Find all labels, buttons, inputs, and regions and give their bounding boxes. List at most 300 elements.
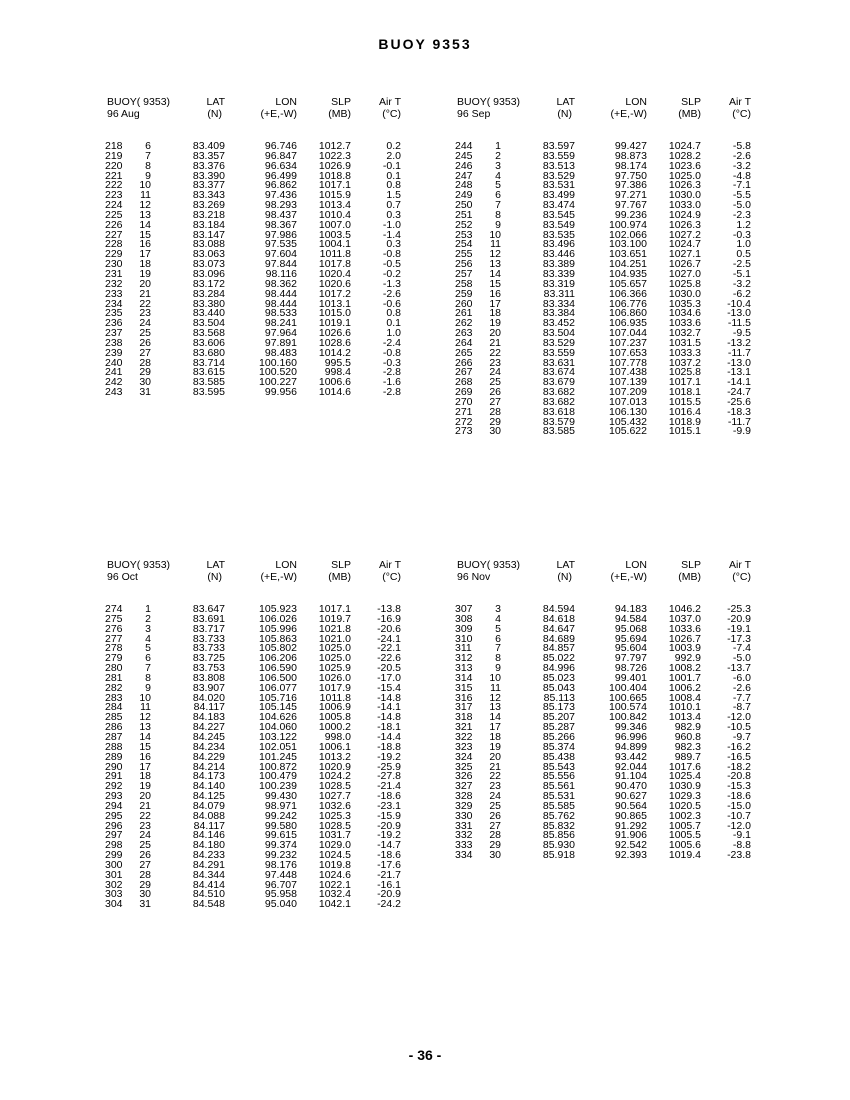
air-temp-value: 0.8 — [386, 179, 401, 192]
slp-value: 1001.7 — [668, 671, 701, 684]
air-temp-value: 0.3 — [386, 238, 401, 251]
lon-value: 99.374 — [264, 839, 297, 852]
day-of-month: 27 — [489, 395, 501, 408]
day-of-year: 297 — [105, 829, 123, 842]
lon-value: 90.564 — [614, 799, 647, 812]
slp-value: 960.8 — [674, 730, 701, 743]
lon-value: 106.130 — [609, 405, 647, 418]
lat-value: 83.615 — [192, 366, 225, 379]
day-of-year: 330 — [455, 809, 473, 822]
slp-value: 1026.3 — [668, 218, 701, 231]
air-temp-value: -5.1 — [732, 267, 751, 280]
day-of-month: 12 — [139, 711, 151, 724]
lon-value: 102.066 — [609, 228, 647, 241]
slp-value: 1025.8 — [668, 277, 701, 290]
day-of-month: 12 — [489, 691, 501, 704]
lat-value: 85.113 — [543, 691, 575, 704]
day-of-month: 20 — [139, 277, 151, 290]
lat-value: 83.452 — [542, 317, 575, 330]
lon-value: 106.935 — [609, 317, 647, 330]
buoy-label: BUOY( 9353) — [107, 96, 171, 108]
lon-value: 99.232 — [264, 849, 297, 862]
table-row — [95, 654, 405, 664]
day-of-month: 24 — [489, 790, 501, 803]
lat-value: 83.808 — [192, 671, 225, 684]
lon-value: 104.935 — [609, 267, 647, 280]
slp-value: 1003.5 — [318, 228, 351, 241]
lon-value: 98.367 — [264, 218, 297, 231]
lon-value: 98.362 — [264, 277, 297, 290]
table-row — [95, 612, 405, 625]
day-of-year: 278 — [105, 642, 123, 655]
lat-value: 83.343 — [192, 189, 225, 202]
slp-unit: (MB) — [328, 108, 351, 120]
lon-value: 96.847 — [264, 149, 297, 162]
slp-value: 1005.8 — [318, 711, 351, 724]
day-of-month: 2 — [145, 612, 151, 625]
day-of-year: 312 — [455, 652, 473, 665]
lon-value: 107.653 — [609, 346, 647, 359]
lon-value: 98.241 — [264, 317, 297, 330]
lat-value: 84.183 — [192, 711, 225, 724]
slp-value: 1025.3 — [318, 809, 351, 822]
lon-value: 100.574 — [609, 701, 647, 714]
slp-value: 1031.5 — [668, 336, 701, 349]
day-of-year: 286 — [105, 721, 123, 734]
slp-value: 1014.2 — [318, 346, 351, 359]
lon-value: 100.872 — [259, 760, 297, 773]
day-of-year: 334 — [455, 849, 473, 862]
day-of-month: 9 — [145, 681, 151, 694]
day-of-year: 225 — [105, 208, 123, 221]
data-panel-sep — [445, 96, 755, 437]
lat-value: 83.499 — [542, 189, 575, 202]
day-of-year: 302 — [105, 878, 123, 891]
day-of-year: 227 — [105, 228, 123, 241]
day-of-year: 228 — [105, 238, 123, 251]
lat-value: 85.531 — [542, 790, 575, 803]
air-temp-value: 1.0 — [386, 327, 401, 340]
slp-value: 1021.8 — [318, 622, 351, 635]
lon-value: 97.986 — [264, 228, 297, 241]
lat-value: 84.647 — [542, 622, 575, 635]
air-temp-value: -2.6 — [732, 149, 751, 162]
lat-value: 85.585 — [542, 799, 575, 812]
air-temp-header: Air T — [729, 96, 751, 108]
day-of-month: 26 — [489, 809, 501, 822]
buoy-label: BUOY( 9353) — [457, 96, 521, 108]
day-of-month: 4 — [495, 169, 501, 182]
slp-value: 1042.1 — [318, 898, 351, 911]
lat-value: 84.173 — [192, 770, 225, 783]
slp-value: 1015.9 — [318, 189, 351, 202]
slp-unit: (MB) — [328, 571, 351, 583]
air-temp-value: -1.0 — [382, 218, 401, 231]
lon-value: 92.044 — [614, 760, 647, 773]
lon-value: 100.404 — [609, 681, 647, 694]
day-of-year: 258 — [455, 277, 473, 290]
day-of-month: 8 — [495, 652, 501, 665]
lat-value: 83.172 — [192, 277, 225, 290]
lon-value: 107.209 — [609, 386, 647, 399]
slp-value: 1018.1 — [668, 386, 701, 399]
day-of-month: 25 — [489, 376, 501, 389]
lon-value: 97.271 — [614, 189, 647, 202]
slp-value: 1028.5 — [318, 780, 351, 793]
slp-value: 1034.6 — [668, 307, 701, 320]
day-of-year: 321 — [455, 721, 473, 734]
lon-value: 100.974 — [609, 218, 647, 231]
day-of-month: 31 — [139, 386, 151, 399]
day-of-month: 5 — [495, 622, 501, 635]
slp-value: 1011.8 — [319, 248, 351, 261]
day-of-month: 29 — [139, 366, 151, 379]
day-of-year: 222 — [105, 179, 123, 192]
air-temp-value: -18.6 — [377, 790, 401, 803]
lat-value: 83.545 — [542, 208, 575, 221]
slp-value: 1027.1 — [668, 248, 701, 261]
day-of-month: 21 — [489, 336, 501, 349]
lon-value: 98.437 — [264, 208, 297, 221]
air-temp-value: -14.1 — [727, 376, 751, 389]
lon-value: 97.386 — [614, 179, 647, 192]
data-table — [445, 605, 755, 861]
slp-value: 1024.9 — [668, 208, 701, 221]
lat-value: 83.725 — [192, 652, 225, 665]
day-of-month: 11 — [140, 189, 151, 202]
table-row — [445, 632, 755, 645]
lon-value: 100.842 — [609, 711, 647, 724]
day-of-month: 14 — [489, 267, 501, 280]
day-of-month: 3 — [495, 159, 501, 172]
day-of-year: 247 — [455, 169, 473, 182]
air-temp-value: -20.8 — [727, 770, 751, 783]
day-of-month: 17 — [489, 721, 501, 734]
day-of-year: 243 — [105, 386, 123, 399]
air-temp-value: -2.6 — [382, 287, 401, 300]
day-of-year: 267 — [455, 366, 473, 379]
data-panel-aug — [95, 96, 405, 398]
lon-value: 92.393 — [614, 849, 647, 862]
day-of-year: 301 — [105, 868, 123, 881]
lon-value: 96.707 — [264, 878, 297, 891]
lon-value: 100.227 — [259, 376, 297, 389]
slp-value: 1008.4 — [668, 691, 701, 704]
air-temp-value: -0.3 — [382, 356, 401, 369]
lat-value: 83.535 — [542, 228, 575, 241]
day-of-month: 13 — [489, 701, 501, 714]
air-temp-value: 0.5 — [736, 248, 751, 261]
lat-value: 83.606 — [192, 336, 225, 349]
air-temp-value: -0.5 — [382, 258, 401, 271]
slp-value: 1011.8 — [319, 691, 351, 704]
day-of-month: 15 — [139, 740, 151, 753]
slp-value: 1025.8 — [668, 366, 701, 379]
slp-value: 1023.6 — [668, 159, 701, 172]
day-of-month: 25 — [489, 799, 501, 812]
day-of-year: 218 — [105, 140, 123, 152]
lon-value: 98.293 — [264, 199, 297, 212]
lat-value: 85.561 — [542, 780, 575, 793]
lon-value: 105.996 — [259, 622, 297, 635]
day-of-year: 261 — [455, 307, 473, 320]
air-temp-value: -6.0 — [732, 671, 751, 684]
air-temp-value: -25.9 — [377, 760, 401, 773]
day-of-year: 290 — [105, 760, 123, 773]
day-of-year: 326 — [455, 770, 473, 783]
lon-value: 104.626 — [259, 711, 297, 724]
lon-value: 99.427 — [614, 140, 647, 152]
lat-value: 83.597 — [542, 140, 575, 152]
slp-value: 1017.9 — [318, 681, 351, 694]
air-temp-value: -13.8 — [377, 603, 401, 615]
day-of-month: 13 — [139, 208, 151, 221]
day-of-year: 325 — [455, 760, 473, 773]
table-row — [445, 851, 755, 861]
lat-value: 84.117 — [193, 819, 225, 832]
panel-header — [445, 559, 755, 605]
lat-value: 83.549 — [542, 218, 575, 231]
day-of-month: 10 — [139, 691, 151, 704]
lon-unit: (+E,-W) — [260, 108, 297, 120]
lon-value: 95.694 — [614, 632, 647, 645]
table-row — [445, 142, 755, 152]
day-of-year: 277 — [105, 632, 123, 645]
lat-value: 84.857 — [542, 642, 575, 655]
day-of-month: 23 — [489, 356, 501, 369]
lon-value: 99.615 — [264, 829, 297, 842]
day-of-month: 14 — [489, 711, 501, 724]
table-row — [445, 427, 755, 437]
slp-value: 1004.1 — [318, 238, 351, 251]
lon-unit: (+E,-W) — [610, 571, 647, 583]
lon-value: 99.346 — [614, 721, 647, 734]
day-of-year: 253 — [455, 228, 473, 241]
day-of-month: 10 — [139, 179, 151, 192]
day-of-month: 26 — [489, 386, 501, 399]
slp-value: 1035.3 — [668, 297, 701, 310]
day-of-year: 256 — [455, 258, 473, 271]
air-temp-value: -20.9 — [377, 819, 401, 832]
lat-value: 83.907 — [192, 681, 225, 694]
lat-value: 84.291 — [192, 858, 225, 871]
lon-value: 91.292 — [614, 819, 647, 832]
lon-value: 107.438 — [609, 366, 647, 379]
air-temp-value: -25.6 — [727, 395, 751, 408]
page-title: BUOY 9353 — [378, 36, 472, 52]
day-of-year: 260 — [455, 297, 473, 310]
day-of-month: 8 — [145, 671, 151, 684]
day-of-year: 274 — [105, 603, 123, 615]
air-temp-value: -2.8 — [382, 386, 401, 399]
lat-value: 84.510 — [192, 888, 225, 901]
air-temp-value: -3.2 — [732, 277, 751, 290]
buoy-label: BUOY( 9353) — [457, 559, 521, 571]
day-of-year: 234 — [105, 297, 123, 310]
air-temp-value: -12.0 — [727, 819, 751, 832]
lat-value: 84.140 — [192, 780, 225, 793]
lon-value: 90.627 — [614, 790, 647, 803]
day-of-year: 231 — [105, 267, 123, 280]
day-of-year: 273 — [455, 425, 473, 438]
lon-value: 106.366 — [609, 287, 647, 300]
table-row — [95, 664, 405, 674]
lat-value: 83.390 — [192, 169, 225, 182]
slp-unit: (MB) — [678, 571, 701, 583]
lat-value: 83.088 — [192, 238, 225, 251]
slp-value: 1012.7 — [318, 140, 351, 152]
air-temp-value: -22.6 — [377, 652, 401, 665]
air-temp-value: -9.7 — [732, 730, 751, 743]
day-of-month: 24 — [139, 829, 151, 842]
air-temp-value: -20.9 — [727, 612, 751, 625]
lon-value: 94.899 — [614, 740, 647, 753]
day-of-month: 27 — [139, 346, 151, 359]
lon-value: 90.865 — [614, 809, 647, 822]
day-of-month: 28 — [139, 356, 151, 369]
slp-value: 1016.4 — [668, 405, 701, 418]
data-panel-oct — [95, 559, 405, 910]
air-temp-value: 2.0 — [386, 149, 401, 162]
day-of-year: 241 — [105, 366, 123, 379]
air-temp-value: -21.4 — [377, 780, 401, 793]
day-of-month: 15 — [139, 228, 151, 241]
lat-value: 83.311 — [543, 287, 575, 300]
day-of-month: 6 — [145, 652, 151, 665]
period-label: 96 Nov — [457, 571, 491, 583]
day-of-year: 219 — [105, 149, 123, 162]
slp-value: 1017.8 — [318, 258, 351, 271]
lat-value: 84.180 — [192, 839, 225, 852]
air-temp-header: Air T — [379, 559, 401, 571]
day-of-month: 4 — [145, 632, 151, 645]
air-temp-value: -1.4 — [382, 228, 401, 241]
day-of-month: 3 — [495, 603, 501, 615]
lat-value: 83.096 — [192, 267, 225, 280]
air-temp-value: -17.3 — [727, 632, 751, 645]
air-temp-value: -5.0 — [732, 652, 751, 665]
day-of-month: 17 — [139, 760, 151, 773]
slp-value: 1027.7 — [318, 790, 351, 803]
slp-value: 1032.7 — [668, 327, 701, 340]
day-of-month: 18 — [489, 307, 501, 320]
day-of-month: 26 — [139, 336, 151, 349]
air-temp-value: -4.8 — [732, 169, 751, 182]
day-of-month: 7 — [145, 149, 151, 162]
air-temp-value: -12.0 — [727, 711, 751, 724]
day-of-month: 14 — [139, 730, 151, 743]
day-of-year: 263 — [455, 327, 473, 340]
day-of-year: 280 — [105, 662, 123, 675]
day-of-month: 29 — [489, 839, 501, 852]
air-temp-unit: (°C) — [732, 571, 751, 583]
day-of-year: 223 — [105, 189, 123, 202]
lon-value: 98.444 — [264, 297, 297, 310]
lat-unit: (N) — [557, 571, 572, 583]
day-of-month: 13 — [139, 721, 151, 734]
day-of-month: 8 — [495, 208, 501, 221]
lat-value: 84.414 — [192, 878, 225, 891]
air-temp-value: -13.7 — [727, 662, 751, 675]
lon-value: 94.584 — [614, 612, 647, 625]
lat-value: 83.284 — [192, 287, 225, 300]
air-temp-value: -18.6 — [727, 790, 751, 803]
lat-value: 83.063 — [192, 248, 225, 261]
day-of-month: 7 — [145, 662, 151, 675]
lat-value: 83.504 — [192, 317, 225, 330]
lat-value: 83.559 — [542, 346, 575, 359]
air-temp-value: -9.9 — [732, 425, 751, 438]
lon-value: 105.863 — [259, 632, 297, 645]
day-of-month: 31 — [139, 898, 151, 911]
day-of-year: 293 — [105, 790, 123, 803]
air-temp-value: -0.6 — [382, 297, 401, 310]
lon-value: 102.051 — [259, 740, 297, 753]
air-temp-value: -0.8 — [382, 346, 401, 359]
lat-value: 85.438 — [542, 750, 575, 763]
lat-value: 83.585 — [542, 425, 575, 438]
day-of-year: 230 — [105, 258, 123, 271]
lat-value: 85.043 — [542, 681, 575, 694]
air-temp-value: -16.9 — [377, 612, 401, 625]
table-row — [95, 900, 405, 910]
slp-value: 1006.1 — [318, 740, 351, 753]
lat-value: 84.214 — [192, 760, 225, 773]
slp-value: 1005.5 — [668, 829, 701, 842]
day-of-month: 29 — [489, 415, 501, 428]
air-temp-value: -16.2 — [727, 740, 751, 753]
slp-value: 1021.0 — [318, 632, 351, 645]
day-of-year: 315 — [455, 681, 473, 694]
slp-value: 1028.5 — [318, 819, 351, 832]
lon-value: 97.964 — [264, 327, 297, 340]
slp-value: 1020.6 — [318, 277, 351, 290]
day-of-month: 22 — [489, 770, 501, 783]
air-temp-value: -14.8 — [377, 711, 401, 724]
lon-value: 106.590 — [259, 662, 297, 675]
lon-value: 98.726 — [614, 662, 647, 675]
lon-value: 100.665 — [609, 691, 647, 704]
day-of-year: 257 — [455, 267, 473, 280]
lon-header: LON — [625, 96, 647, 108]
slp-value: 1025.0 — [318, 652, 351, 665]
slp-value: 1026.7 — [668, 258, 701, 271]
air-temp-value: -19.2 — [377, 829, 401, 842]
slp-value: 982.9 — [674, 721, 701, 734]
panel-header — [445, 96, 755, 142]
slp-value: 1020.4 — [318, 267, 351, 280]
day-of-year: 266 — [455, 356, 473, 369]
day-of-month: 11 — [490, 681, 501, 694]
air-temp-value: -10.5 — [727, 721, 751, 734]
slp-value: 1027.2 — [668, 228, 701, 241]
slp-value: 1029.0 — [318, 839, 351, 852]
lat-value: 83.446 — [542, 248, 575, 261]
day-of-month: 19 — [139, 267, 151, 280]
day-of-month: 29 — [139, 878, 151, 891]
day-of-month: 18 — [489, 730, 501, 743]
slp-value: 1018.8 — [318, 169, 351, 182]
day-of-month: 27 — [139, 858, 151, 871]
lon-value: 95.604 — [614, 642, 647, 655]
lat-value: 84.234 — [192, 740, 225, 753]
day-of-year: 327 — [455, 780, 473, 793]
table-row — [95, 142, 405, 152]
lat-value: 84.088 — [192, 809, 225, 822]
lon-value: 96.746 — [264, 140, 297, 152]
slp-value: 1033.0 — [668, 199, 701, 212]
lat-value: 83.339 — [542, 267, 575, 280]
